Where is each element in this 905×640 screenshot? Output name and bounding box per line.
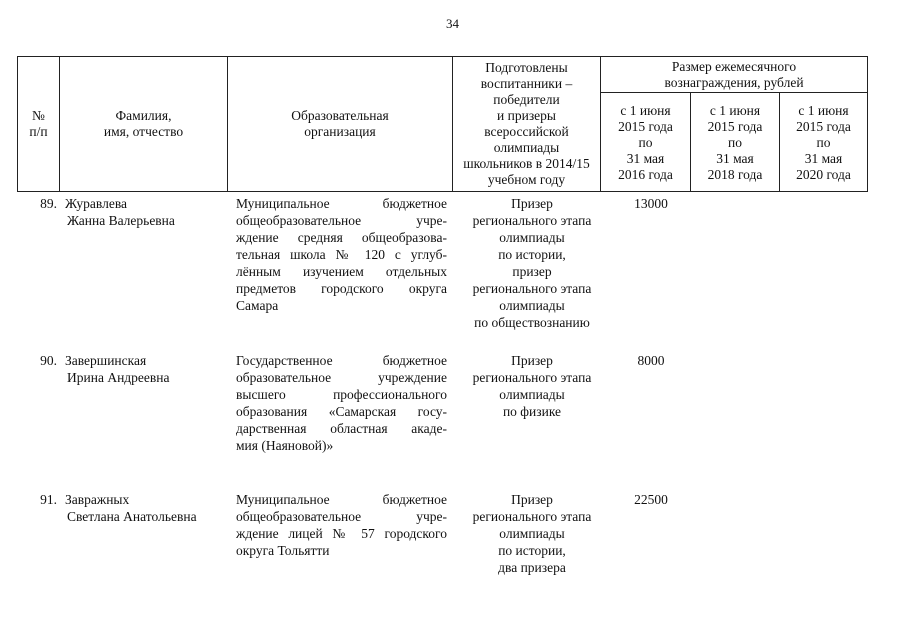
award-line: олимпиады — [499, 298, 565, 313]
person-name-line: Ирина Андреевна — [67, 370, 170, 385]
header-period-line: 31 мая — [626, 150, 665, 166]
header-num-line1: № — [32, 108, 45, 123]
header-prepared-line: школьников в 2014/15 — [463, 156, 590, 171]
person-name-line: Журавлева — [65, 196, 128, 211]
organization-line: округа Тольятти — [236, 543, 330, 558]
organization-line: ждение средняя общеобразова- — [236, 230, 447, 245]
header-period-line: 31 мая — [716, 150, 754, 166]
header-prepared-line: победители — [493, 92, 560, 107]
amount: 13000 — [634, 196, 668, 211]
table-header — [17, 56, 868, 192]
header-num — [18, 94, 59, 154]
header-prepared-line: и призеры — [497, 108, 556, 123]
header-period-line: 2015 года — [618, 118, 673, 134]
organization-line: Самара — [236, 298, 279, 313]
award — [457, 352, 607, 420]
header-period-line: 31 мая — [804, 150, 843, 166]
header-org-line2: организация — [304, 124, 376, 139]
award-line: регионального этапа — [472, 281, 592, 296]
header-period-line: с 1 июня — [620, 102, 671, 118]
award-line: Призер — [511, 353, 553, 368]
row-number: 89. — [40, 196, 57, 211]
header-prepared-line: Подготовлены — [485, 60, 568, 75]
header-org — [228, 104, 452, 144]
header-period-line: 2018 года — [707, 166, 763, 182]
header-period-line: по — [816, 134, 831, 150]
award-line: по истории, — [498, 543, 566, 558]
organization-line: лённым изучением отдельных — [236, 264, 447, 279]
award-line: призер — [512, 264, 552, 279]
header-prepared-line: всероссийской — [484, 124, 569, 139]
header-period-line: 2015 года — [707, 118, 763, 134]
award — [457, 195, 607, 331]
organization-line: Государственное бюджетное — [236, 353, 447, 368]
award-line: по физике — [502, 404, 562, 419]
header-top-border — [17, 56, 868, 57]
amount: 8000 — [637, 353, 665, 368]
header-period-line: с 1 июня — [709, 102, 761, 118]
header-num-line2: п/п — [29, 124, 48, 139]
header-org-line1: Образовательная — [291, 108, 389, 123]
header-border-right — [867, 56, 868, 192]
award-line: по истории, — [498, 247, 566, 262]
award-line: по обществознанию — [474, 315, 590, 330]
award-line: регионального этапа — [472, 370, 592, 385]
header-bottom-border — [17, 191, 868, 192]
organization-line: Муниципальное бюджетное — [236, 492, 447, 507]
header-prepared-line: воспитанники – — [480, 76, 573, 91]
award-line: Призер — [511, 196, 553, 211]
header-period-2020 — [780, 94, 867, 191]
header-period-line: 2020 года — [796, 166, 851, 182]
organization-line: высшего профессионального — [236, 387, 447, 402]
header-period-line: по — [638, 134, 653, 150]
person-name — [65, 352, 225, 386]
award-line: олимпиады — [499, 387, 565, 402]
header-period-line: 2015 года — [796, 118, 851, 134]
person-name-line: Завражных — [65, 492, 130, 507]
header-prepared-line: учебном году — [487, 172, 566, 187]
organization-line: образовательное учреждение — [236, 370, 447, 385]
organization-line: ждение лицей № 57 городского — [236, 526, 447, 541]
header-name — [60, 104, 227, 144]
row-number: 91. — [40, 492, 57, 507]
award-line: Призер — [511, 492, 553, 507]
person-name-line: Жанна Валерьевна — [67, 213, 175, 228]
header-period-line: с 1 июня — [798, 102, 849, 118]
header-size-line1: Размер ежемесячного — [671, 58, 797, 74]
header-prepared-line: олимпиады — [493, 140, 560, 155]
header-subdivider — [600, 92, 868, 93]
amount: 22500 — [634, 492, 668, 507]
header-period-2018 — [691, 94, 779, 191]
organization-line: общеобразовательное учре- — [236, 213, 447, 228]
award — [457, 491, 607, 576]
header-size-line2: вознаграждения, рублей — [664, 74, 804, 90]
award-line: регионального этапа — [472, 213, 592, 228]
person-name-line: Завершинская — [65, 353, 147, 368]
organization — [236, 195, 447, 314]
header-name-line2: имя, отчество — [103, 124, 184, 139]
organization-line: тельная школа № 120 с углуб- — [236, 247, 447, 262]
organization-line: предметов городского округа — [236, 281, 447, 296]
header-name-line1: Фамилия, — [115, 108, 172, 123]
page-number: 34 — [446, 16, 459, 31]
award-line: олимпиады — [499, 230, 565, 245]
header-size — [601, 58, 867, 91]
person-name — [65, 195, 225, 229]
header-period-line: по — [728, 134, 742, 150]
person-name — [65, 491, 225, 525]
award-line: регионального этапа — [472, 509, 592, 524]
organization-line: Муниципальное бюджетное — [236, 196, 447, 211]
organization-line: мия (Наяновой)» — [236, 438, 334, 453]
header-prepared — [453, 58, 600, 190]
row-number: 90. — [40, 353, 57, 368]
header-period-line: 2016 года — [618, 166, 673, 182]
organization-line: образования «Самарская госу- — [236, 404, 447, 419]
organization-line: общеобразовательное учре- — [236, 509, 447, 524]
organization — [236, 491, 447, 559]
award-line: два призера — [498, 560, 566, 575]
organization-line: дарственная областная акаде- — [236, 421, 447, 436]
person-name-line: Светлана Анатольевна — [67, 509, 197, 524]
header-period-2016 — [601, 94, 690, 191]
organization — [236, 352, 447, 454]
award-line: олимпиады — [499, 526, 565, 541]
